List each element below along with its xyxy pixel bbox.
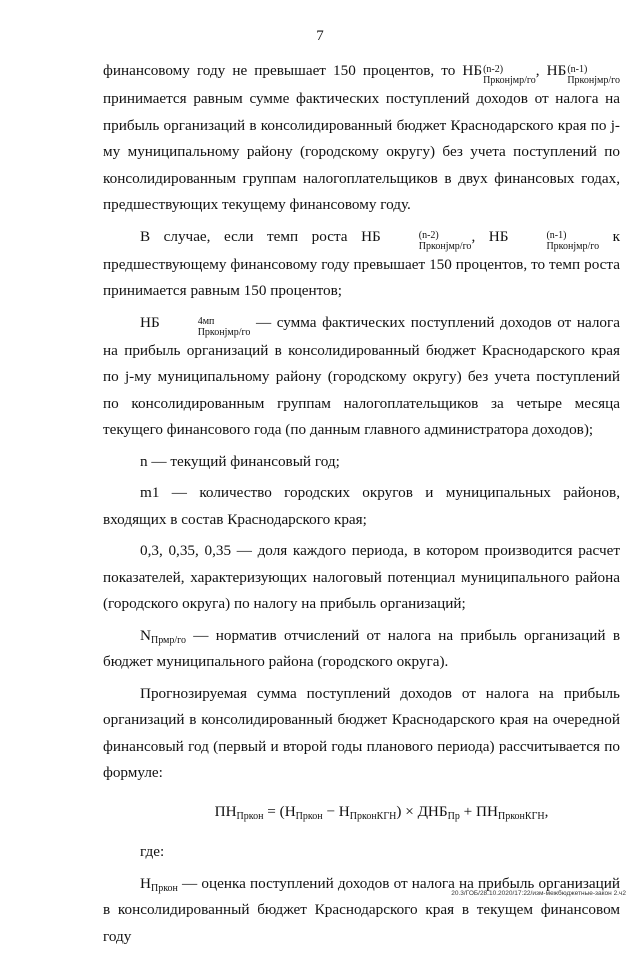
page-number: 7	[316, 28, 324, 44]
formula: $ПН_{Пркон} = (Н_{Пркон} - Н_{ПрконКГН}) \times ДНБ_{Пр} + ПН_{ПрконКГН}$,	[214, 802, 549, 822]
paragraph-7	[103, 623, 620, 676]
paragraph-3	[103, 310, 620, 444]
paragraph-2-text-b: к предшествующему финансовому году превышает 150 процентов, то темп роста принимается равным 150 процентов;	[103, 227, 621, 299]
paragraph-1-text-b: принимается равным сумме фактических поступлений доходов от налога на прибыль организаций в консолидированный бюджет Краснодарского края по j-му муниципальному району (городскому округу) без учета поступлений по консолидированным группам налогоплательщиков в двух финансовых годах, предшествующих текущему финансовому году.	[103, 90, 620, 213]
paragraph-7-text: — норматив отчислений от налога на прибыль организаций в бюджет муниципального района (городского округа).	[103, 626, 620, 670]
paragraph-4: n — текущий финансовый год;	[140, 452, 340, 470]
document-body	[103, 58, 620, 955]
paragraph-9-text: — оценка поступлений доходов от налога на прибыль организаций в консолидированный бюджет Краснодарского края в текущем финансовом году	[103, 874, 620, 945]
footer-file-reference: 20.3/ГОБ/28.10.2020/17:22/изм-межбюджетные-закон 2.ч2	[451, 890, 626, 897]
paragraph-1: финансовому году не превышает 150 процентов, то НБ (n-2) Прконjмр/го , НБ (n-1) Прконjмр/го принимается равным сумме фактических поступлений доходов от налога на прибыль организаций в консолидированный бюджет Краснодарского края по j-му муниципальному району (городскому округу) без учета поступлений по консолидированным группам налогоплательщиков в двух финансовых годах, предшествующих текущему финансовому году.	[103, 62, 620, 213]
nb-n2-symbol: НБ (n-2) Прконjмр/го	[462, 62, 536, 86]
n-prkon-symbol: $Н_{Пркон}$	[140, 874, 178, 894]
paragraph-3-text: — сумма фактических поступлений доходов от налога на прибыль организаций в консолидированный бюджет Краснодарского края по j-му муниципальному району (городскому округу) без учета поступлений по консолидированным группам налогоплательщиков за четыре месяца текущего финансового года (по данным главного администратора доходов);	[103, 313, 620, 438]
paragraph-9	[103, 871, 620, 951]
nb-n1-symbol: НБ (n-1) Прконjмр/го	[546, 62, 620, 86]
paragraph-6: 0,3, 0,35, 0,35 — доля каждого периода, в котором производится расчет показателей, характеризующих налоговый потенциал муниципального района (городского округа) по налогу на прибыль организаций;	[103, 542, 620, 612]
nb-4mp-symbol: НБ 4мп Прконjмр/го	[140, 313, 251, 338]
paragraph-2: В случае, если темп роста НБ (n-2) Прконjмр/го , НБ (n-1) Прконjмр/го к предшествующему финансовому году превышает 150 процентов, то темп роста принимается равным 150 процентов;	[103, 227, 621, 299]
where-label: где:	[140, 843, 165, 860]
nb-n1-symbol: НБ (n-1) Прконjмр/го	[488, 227, 600, 252]
n-prmr-symbol: $N_{Прмр/го}$	[140, 626, 186, 646]
paragraph-2-text-a: В случае, если темп роста	[140, 227, 348, 245]
paragraph-5: m1 — количество городских округов и муниципальных районов, входящих в состав Краснодарского края;	[103, 484, 620, 528]
paragraph-1-text-a: финансовому году не превышает 150 процентов, то	[103, 62, 456, 79]
paragraph-8: Прогнозируемая сумма поступлений доходов от налога на прибыль организаций в консолидированный бюджет Краснодарского края на очередной финансовый год (первый и второй годы планового периода) рассчитывается по формуле:	[103, 684, 620, 781]
nb-n2-symbol: НБ (n-2) Прконjмр/го	[361, 227, 472, 252]
